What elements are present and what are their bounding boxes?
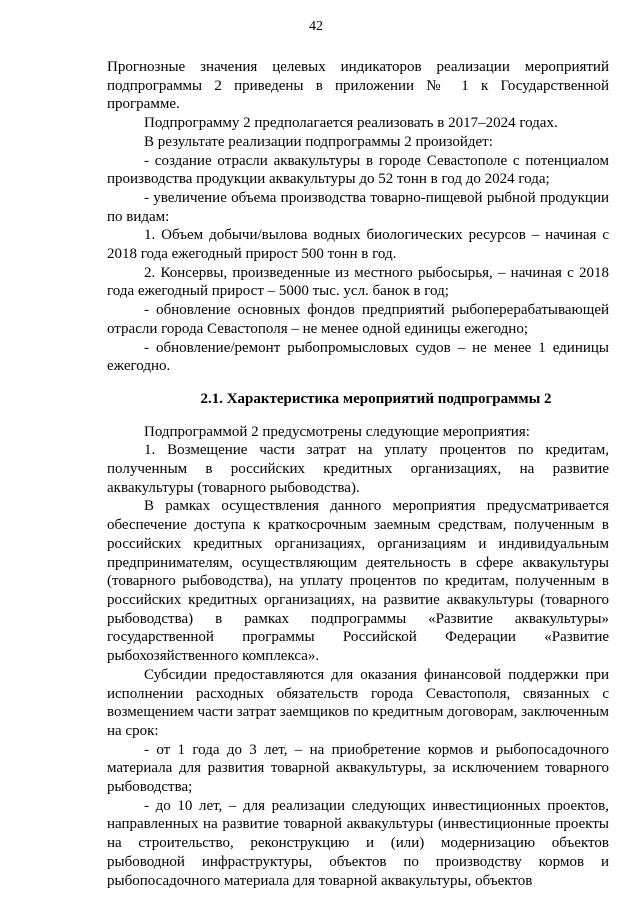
paragraph-results-intro: В результате реализации подпрограммы 2 произойдет: <box>144 133 493 150</box>
paragraph-forecast-values: Прогнозные значения целевых индикаторов реализации мероприятий подпрограммы 2 приведены в приложении № 1 к Государственной программе. <box>107 59 609 113</box>
list-item-aquaculture-creation: - создание отрасли аквакультуры в городе Севастополе с потенциалом производства продукции аквакультуры до 52 тонн в год до 2024 года; <box>107 152 609 188</box>
list-item-production-increase: - увеличение объема производства товарно-пищевой рыбной продукции по видам: <box>107 189 609 225</box>
list-item-catch-volume: 1. Объем добычи/вылова водных биологических ресурсов – начиная с 2018 года ежегодный прирост 500 тонн в год. <box>107 227 609 263</box>
paragraph-measures-intro: Подпрограммой 2 предусмотрены следующие мероприятия: <box>144 423 530 440</box>
list-item-fixed-assets-renewal: - обновление основных фондов предприятий рыбоперерабатывающей отрасли города Севастополя – не менее одной единицы ежегодно; <box>107 302 609 337</box>
list-item-term-10-years: - до 10 лет, – для реализации следующих инвестиционных проектов, направленных на развитие товарной аквакультуры (инвестиционные проекты на строительство, реконструкцию и (или) модернизацию объектов рыбоводной инфраструктуры, объектов по производству кормов и рыбопосадочного материала для товарной аквакультуры, объектов <box>107 797 609 889</box>
list-item-canned-goods: 2. Консервы, произведенные из местного рыбосырья, – начиная с 2018 года ежегодный прирост – 5000 тыс. усл. банок в год; <box>107 264 609 300</box>
document-body <box>107 58 609 890</box>
list-item-interest-compensation: 1. Возмещение части затрат на уплату процентов по кредитам, полученным в российских кредитных организациях, на развитие аквакультуры (товарного рыбоводства). <box>107 442 609 496</box>
section-heading: 2.1. Характеристика мероприятий подпрограммы 2 <box>200 390 552 407</box>
list-item-term-1-3-years: - от 1 года до 3 лет, – на приобретение кормов и рыбопосадочного материала для развития товарной аквакультуры, за исключением товарного рыбоводства; <box>107 741 609 796</box>
list-item-vessel-renewal: - обновление/ремонт рыбопромысловых судов – не менее 1 единицы ежегодно. <box>107 339 609 375</box>
paragraph-implementation-period: Подпрограмму 2 предполагается реализовать в 2017–2024 годах. <box>144 115 558 132</box>
page-number: 42 <box>309 19 323 34</box>
paragraph-measure-description: В рамках осуществления данного мероприятия предусматривается обеспечение доступа к краткосрочным заемным средствам, полученным в российских кредитных организациях, организациям и индивидуальным предпринимателям, осуществляющим деятельность в сфере аквакультуры (товарного рыбоводства), на уплату процентов по кредитам, полученным в российских кредитных организациях, на развитие аквакультуры (товарного рыбоводства) в рамках подпрограммы «Развитие аквакультуры» государственной программы Российской Федерации «Развитие рыбохозяйственного комплекса». <box>107 498 609 665</box>
paragraph-subsidies: Субсидии предоставляются для оказания финансовой поддержки при исполнении расходных обязательств города Севастополя, связанных с возмещением части затрат заемщиков по кредитным договорам, заключенным на срок: <box>107 666 609 739</box>
